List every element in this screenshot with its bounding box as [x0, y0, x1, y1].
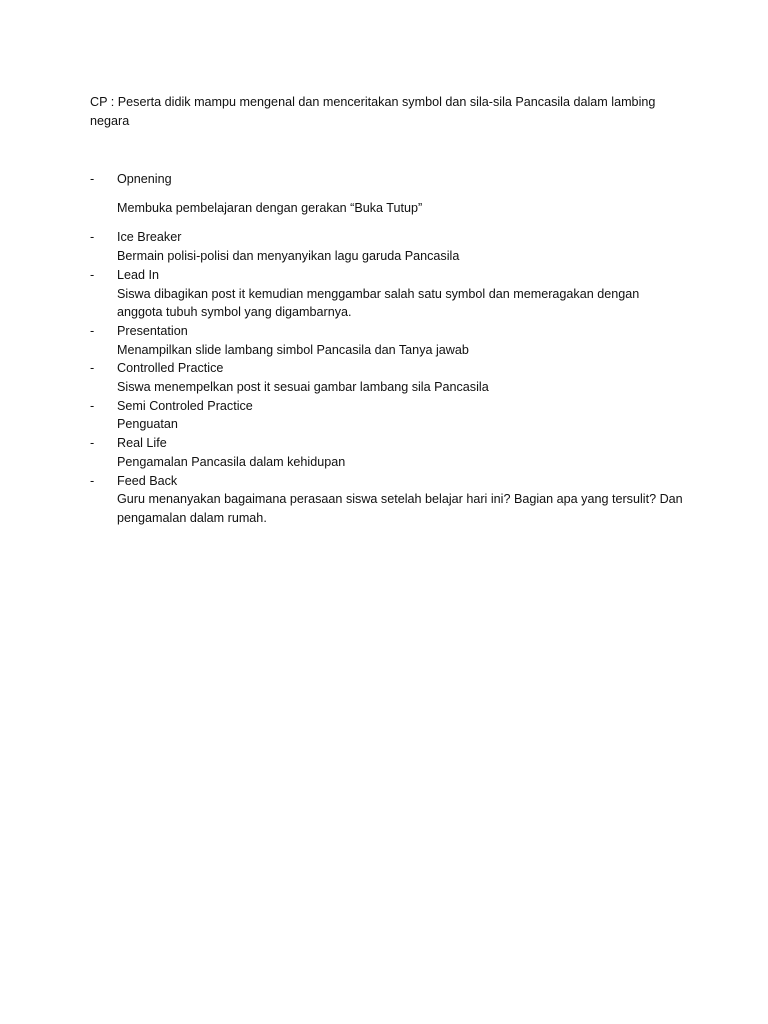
activity-list — [0, 170, 768, 528]
bullet-dash: - — [90, 323, 95, 338]
item-title: Feed Back — [117, 473, 178, 488]
item-title: Real Life — [117, 436, 167, 451]
item-description: Bermain polisi-polisi dan menyanyikan lagu garuda Pancasila — [117, 249, 460, 264]
list-item-feed-back — [0, 472, 768, 528]
bullet-dash: - — [90, 361, 95, 376]
bullet-dash: - — [90, 267, 95, 282]
list-item-controlled-practice — [0, 359, 768, 396]
bullet-dash: - — [90, 398, 95, 413]
bullet-dash: - — [90, 473, 95, 488]
item-description: Penguatan — [117, 417, 178, 432]
item-title: Presentation — [117, 323, 188, 338]
bullet-dash: - — [90, 436, 95, 451]
list-item-semi-controlled-practice — [0, 397, 768, 434]
item-description: Menampilkan slide lambang simbol Pancasila dan Tanya jawab — [117, 342, 469, 357]
item-description: Siswa menempelkan post it sesuai gambar lambang sila Pancasila — [117, 380, 489, 395]
item-title: Opnening — [117, 172, 172, 186]
item-title: Ice Breaker — [117, 230, 182, 245]
learning-objective-text: CP : Peserta didik mampu mengenal dan menceritakan symbol dan sila-sila Pancasila dalam lambing negara — [90, 95, 656, 128]
item-description: Guru menanyakan bagaimana perasaan siswa setelah belajar hari ini? Bagian apa yang tersulit? Dan pengamalan dalam rumah. — [117, 492, 683, 525]
item-title: Semi Controled Practice — [117, 398, 253, 413]
list-item-ice-breaker — [0, 228, 768, 265]
list-item-opening — [0, 170, 768, 217]
bullet-dash: - — [90, 172, 95, 186]
item-title: Controlled Practice — [117, 361, 224, 376]
item-title: Lead In — [117, 267, 160, 282]
item-description: Pengamalan Pancasila dalam kehidupan — [117, 454, 346, 469]
list-item-lead-in — [0, 266, 768, 322]
list-item-real-life — [0, 434, 768, 471]
item-description: Siswa dibagikan post it kemudian menggambar salah satu symbol dan memeragakan dengan anggota tubuh symbol yang digambarnya. — [117, 286, 640, 320]
item-description: Membuka pembelajaran dengan gerakan “Buka Tutup” — [117, 200, 423, 215]
list-item-presentation — [0, 322, 768, 359]
bullet-dash: - — [90, 230, 95, 245]
